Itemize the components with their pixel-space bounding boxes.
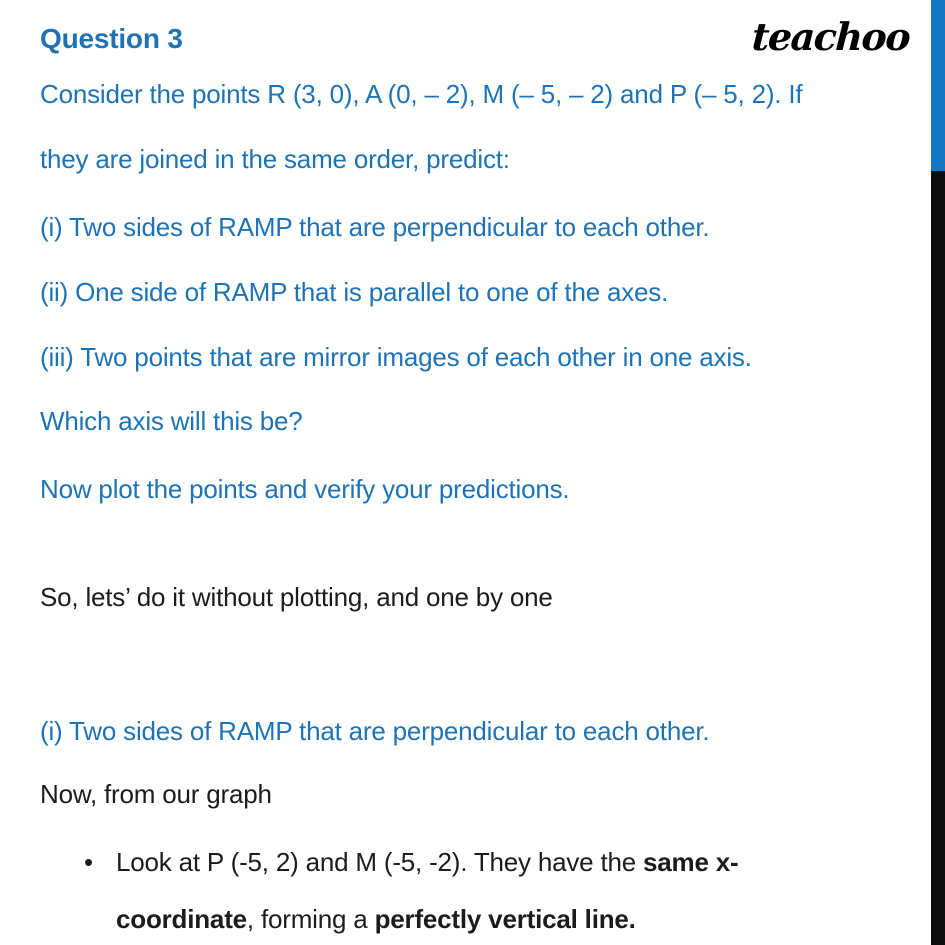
bullet-marker: • bbox=[84, 847, 94, 877]
text-segment: , forming a bbox=[246, 904, 375, 934]
right-edge-blue-bar bbox=[931, 0, 945, 171]
text-segment: coordinate bbox=[116, 904, 247, 934]
teachoo-logo: teachoo bbox=[750, 14, 911, 59]
question-title: Question 3 bbox=[40, 23, 183, 54]
question-text-line-1: Consider the points R (3, 0), A (0, – 2), M (– 5, – 2) and P (– 5, 2). If bbox=[40, 79, 803, 109]
question-plot-line: Now plot the points and verify your predictions. bbox=[40, 474, 570, 504]
text-segment: same x- bbox=[643, 847, 739, 877]
question-item-iii-line-2: Which axis will this be? bbox=[40, 406, 303, 436]
question-item-iii-line-1: (iii) Two points that are mirror images of each other in one axis. bbox=[40, 342, 752, 372]
bullet-text-line-2 bbox=[116, 903, 636, 936]
bullet-text-line-1 bbox=[116, 846, 738, 879]
question-text-line-2: they are joined in the same order, predict: bbox=[40, 144, 510, 174]
solution-part-i-heading: (i) Two sides of RAMP that are perpendicular to each other. bbox=[40, 716, 710, 746]
solution-intro: So, lets’ do it without plotting, and one by one bbox=[40, 582, 553, 612]
question-item-i: (i) Two sides of RAMP that are perpendicular to each other. bbox=[40, 212, 710, 242]
solution-graph-line: Now, from our graph bbox=[40, 779, 272, 809]
right-edge-black-bar bbox=[931, 171, 945, 945]
question-item-ii: (ii) One side of RAMP that is parallel to one of the axes. bbox=[40, 277, 669, 307]
text-segment: Look at P (-5, 2) and M (-5, -2). They have the bbox=[116, 847, 644, 877]
text-segment: perfectly vertical line. bbox=[374, 904, 636, 934]
